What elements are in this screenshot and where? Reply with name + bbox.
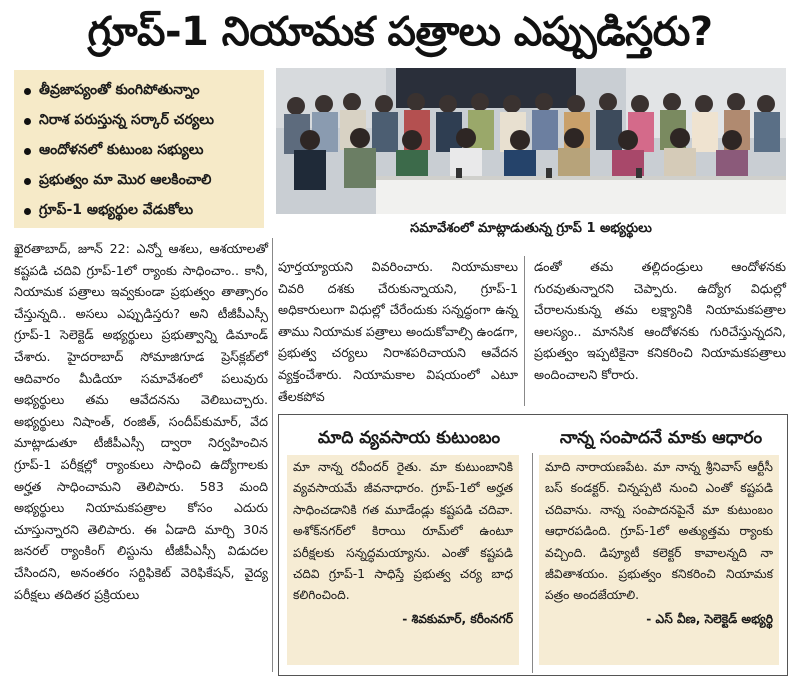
highlight-text: ప్రభుత్వం మా మొర ఆలకించాలి: [39, 171, 212, 188]
right-testimonial-signature: - ఎస్ వీణ, సెలెక్టెడ్ అభ్యర్థి: [646, 611, 773, 626]
left-testimonial-body: [287, 455, 519, 665]
highlights-box: [14, 70, 264, 228]
highlight-item: [24, 136, 256, 166]
highlight-item: [24, 196, 256, 226]
bullet-icon: [24, 208, 31, 215]
highlight-text: ఆందోళనలో కుటుంబ సభ్యులు: [39, 141, 204, 158]
bullet-icon: [24, 178, 31, 185]
highlight-text: తీవ్రజాప్యంతో కుంగిపోతున్నాం: [39, 81, 200, 98]
highlight-text: గ్రూప్-1 అభ్యర్థుల వేడుకోలు: [39, 201, 194, 218]
highlight-text: నిరాశ పరుస్తున్న సర్కార్ చర్యలు: [39, 111, 214, 128]
highlight-item: [24, 166, 256, 196]
highlight-item: [24, 76, 256, 106]
article-column-1: ఖైరతాబాద్, జూన్ 22: ఎన్నో ఆశలు, ఆశయాలతో కష్టపడి చదివి గ్రూప్-1లో ర్యాంకు సాధించాం.. కానీ, నియామక పత్రాలు ఇవ్వకుండా ప్రభుత్వం తాత్సారం చేస్తున్నది.. అసలు ఎప్పుడిస్తరు? అని టీజీపీఎస్సీ గ్రూప్-1 సెలెక్టెడ్ అభ్యర్థులు ప్రభుత్వాన్ని డిమాండ్ చేశారు. హైదరాబాద్ సోమాజిగూడ ప్రెస్‌క్లబ్‌లో ఆదివారం మీడియా సమావేశంలో పలువురు అభ్యర్థులు తమ ఆవేదనను వెలిబుచ్చారు. అభ్యర్థులు నిషాంత్, రంజిత్, సందీప్‌కుమార్, వేద మాట్లాడుతూ టీజీపీఎస్సీ ద్వారా నిర్వహించిన గ్రూప్-1 పరీక్షల్లో ర్యాంకులు సాధించి ఉద్యోగాలకు అర్హత సాధించామని తెలిపారు. 583 మంది అభ్యర్థులు నియామకపత్రాల కోసం ఎదురు చూస్తున్నారని తెలిపారు. ఈ ఏడాది మార్చి 30న జనరల్ ర్యాంకింగ్ లిస్టును టీజీపీఎస్సీ విడుదల చేసిందని, అనంతరం సర్టిఫికెట్ వెరిఫికేషన్, వైద్య పరీక్షలు తదితర ప్రక్రియలు: [14, 238, 273, 672]
highlight-item: [24, 106, 256, 136]
right-testimonial-body: [539, 455, 779, 665]
left-testimonial-title: మాది వ్యవసాయ కుటుంబం: [317, 428, 501, 448]
bullet-icon: [24, 88, 31, 95]
press-meet-photo-illustration: [276, 68, 786, 214]
article-column-2: పూర్తయ్యాయని వివరించారు. నియామకాలు చివరి దశకు చేరుకున్నాయని, గ్రూప్-1 అధికారులుగా విధుల్లో చేరేందుకు సన్నద్ధంగా ఉన్న తాము నియామక పత్రాలు అందుకోవాల్సి ఉండగా, ప్రభుత్వ చర్యలు నిరాశపరిచాయని ఆవేదన వ్యక్తంచేశారు. నియామకాల విషయంలో ఎటూ తేలకపోవ: [278, 256, 525, 406]
headline: గ్రూప్-1 నియామక పత్రాలు ఎప్పుడిస్తరు?: [87, 9, 713, 55]
bullet-icon: [24, 118, 31, 125]
article-column-3: డంతో తమ తల్లిదండ్రులు ఆందోళనకు గురవుతున్నారని చెప్పారు. ఉద్యోగ విధుల్లో చేరాలనుకున్న తమ లక్ష్యానికి నియామకపత్రాల ఆలస్యం.. మానసిక ఆందోళనకు గురిచేస్తున్నదని, ప్రభుత్వం ఇప్పటికైనా కనికరించి నియామకపత్రాలు అందించాలని కోరారు.: [534, 259, 786, 382]
left-testimonial-signature: - శివకుమార్, కరీంనగర్: [402, 611, 513, 626]
right-testimonial-title: నాన్న సంపాదనే మాకు ఆధారం: [559, 428, 763, 448]
press-meet-photo: [276, 68, 786, 214]
right-testimonial-text: మాది నారాయణపేట. మా నాన్న శ్రీనివాస్ ఆర్టీసీ బస్ కండక్టర్. చిన్నప్పటి నుంచి ఎంతో కష్టపడి చదివాను. నాన్న సంపాదనపైనే మా కుటుంబం ఆధారపడింది. గ్రూప్-1లో అత్యుత్తమ ర్యాంకు వచ్చింది. డిప్యూటీ కలెక్టర్ కావాలన్నది నా జీవితాశయం. ప్రభుత్వం కనికరించి నియామక పత్రం అందజేయాలి.: [545, 460, 773, 603]
photo-caption: సమావేశంలో మాట్లాడుతున్న గ్రూప్ 1 అభ్యర్థులు: [410, 221, 652, 236]
left-testimonial-text: మా నాన్న రవీందర్ రైతు. మా కుటుంబానికి వ్యవసాయమే జీవనాధారం. గ్రూప్-1లో అర్హత సాధించడానికి గత మూడేండ్లు కష్టపడి చదివా. అశోక్‌నగర్‌లో కిరాయి రూమ్‌లో ఉంటూ పరీక్షలకు సన్నద్ధమయ్యాను. ఎంతో కష్టపడి చదివి గ్రూప్-1 సాధిస్తే ప్రభుత్వ చర్య బాధ కలిగించింది.: [293, 460, 513, 603]
box-divider: [532, 453, 533, 673]
testimonial-box: [278, 414, 788, 676]
bullet-icon: [24, 148, 31, 155]
